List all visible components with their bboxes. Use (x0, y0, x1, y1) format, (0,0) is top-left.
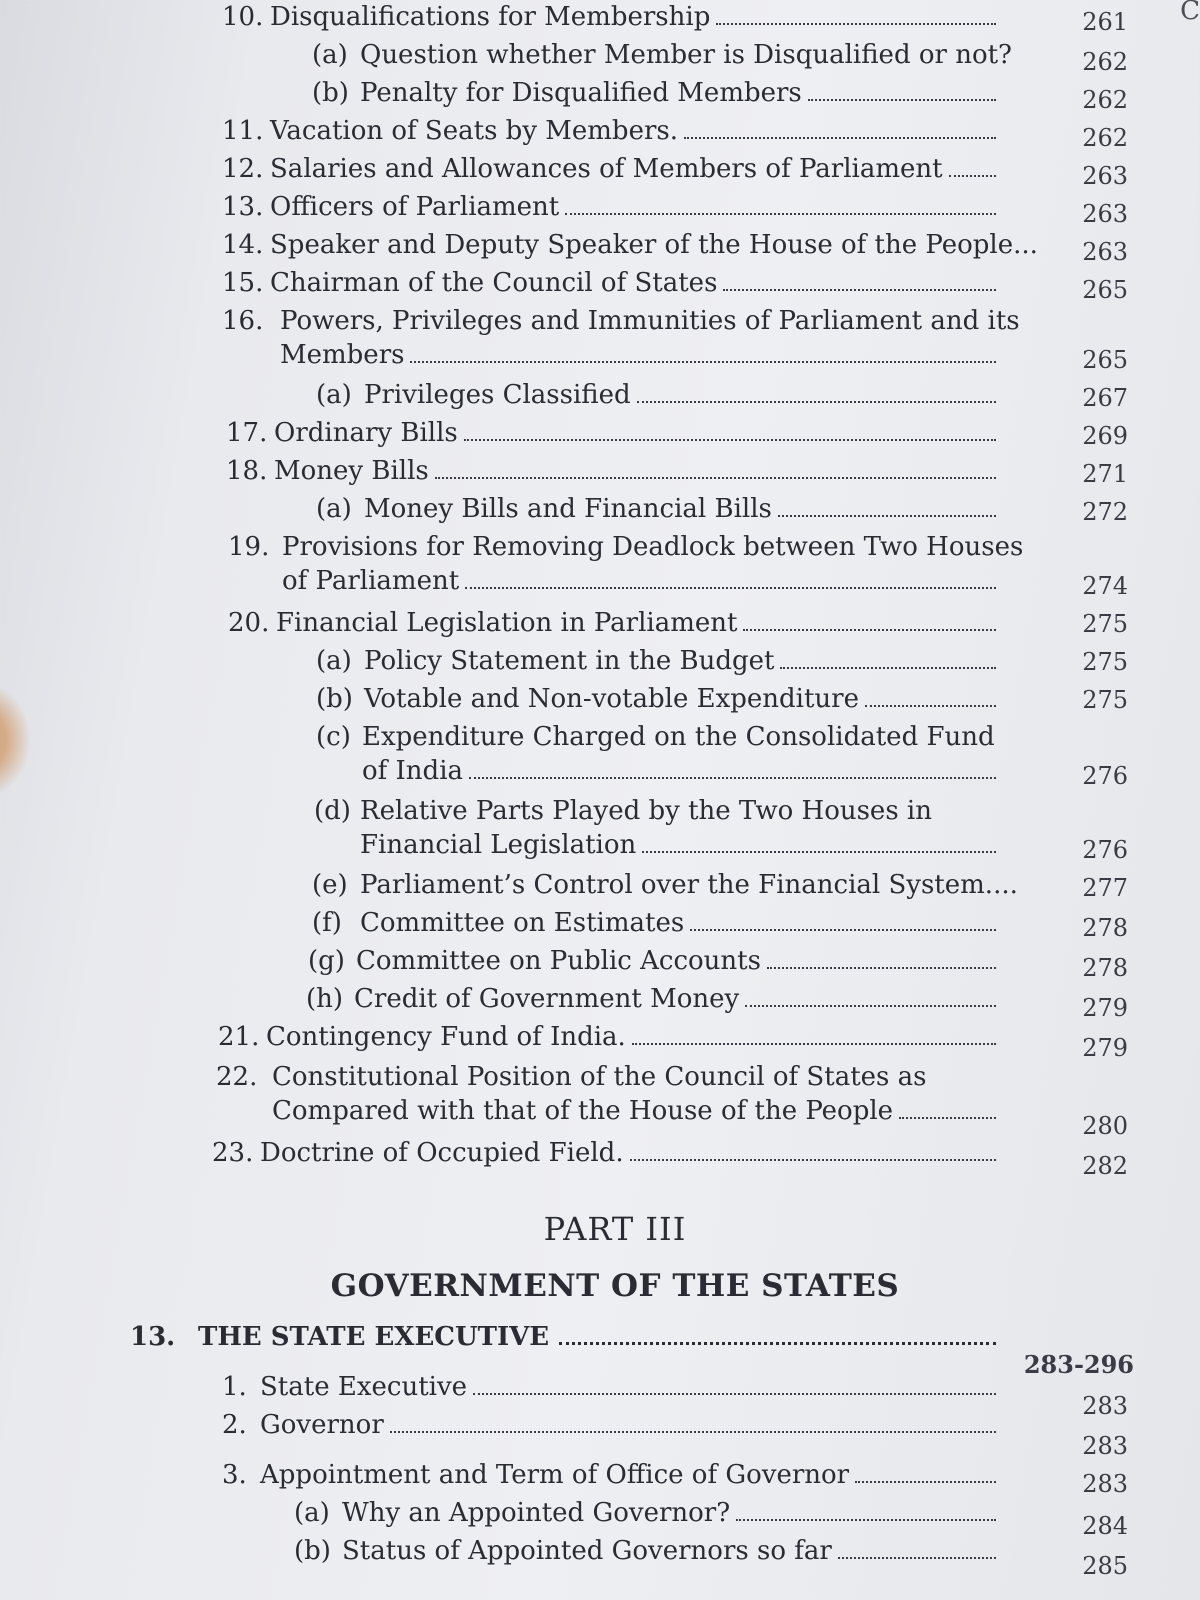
entry-page: 262 (1082, 124, 1128, 152)
toc-entry (222, 114, 1002, 148)
entry-label: Why an Appointed Governor? (342, 1498, 731, 1528)
toc-entry (222, 304, 1020, 372)
leader-dots (855, 1481, 996, 1483)
leader-dots (778, 515, 996, 517)
leader-dots (949, 175, 996, 177)
entry-number: 18. (226, 456, 268, 486)
leader-dots (899, 1117, 996, 1119)
leader-dots (630, 1159, 996, 1161)
entry-label-continued: Members (280, 340, 405, 370)
leader-dots (465, 587, 996, 589)
entry-number: (b) (316, 684, 353, 714)
entry-page: 279 (1082, 1034, 1128, 1062)
entry-label-continued: Financial Legislation (360, 830, 637, 860)
entry-page: 262 (1082, 86, 1128, 114)
toc-entry (218, 1020, 1002, 1054)
entry-number: (c) (316, 722, 351, 752)
entry-label: Constitutional Position of the Council of States as (272, 1062, 927, 1092)
entry-number: 11. (222, 116, 264, 146)
leader-dots (684, 137, 996, 139)
entry-number: 12. (222, 154, 264, 184)
leader-dots (642, 851, 996, 853)
entry-number: (f) (312, 908, 342, 938)
entry-number: 19. (228, 532, 270, 562)
entry-label-continued: of India (362, 756, 464, 786)
part-title: PART III (543, 1210, 687, 1248)
leader-dots (723, 289, 996, 291)
toc-entry (222, 228, 1038, 262)
leader-dots (690, 929, 996, 931)
chapter-entry (130, 1322, 1002, 1352)
entry-number: (b) (294, 1536, 331, 1566)
entry-label: Privileges Classified (364, 380, 631, 410)
entry-label: Question whether Member is Disqualified or not? (360, 40, 1012, 70)
entry-label: Doctrine of Occupied Field. (260, 1138, 624, 1168)
entry-page: 272 (1082, 498, 1128, 526)
entry-label: State Executive (260, 1372, 468, 1402)
toc-entry (212, 1136, 1002, 1170)
toc-entry (222, 152, 1002, 186)
entry-label: Financial Legislation in Parliament (276, 608, 738, 638)
chapter-number: 13. (130, 1322, 176, 1352)
entry-number: (e) (312, 870, 348, 900)
entry-number: 16. (222, 306, 264, 336)
entry-page: 276 (1082, 762, 1128, 790)
leader-dots (390, 1431, 996, 1433)
entry-label: Money Bills (274, 456, 429, 486)
entry-page: 283 (1082, 1470, 1128, 1498)
toc-entry (316, 378, 1002, 412)
entry-number: 13. (222, 192, 264, 222)
entry-label: Votable and Non-votable Expenditure (364, 684, 859, 714)
toc-entry (316, 492, 1002, 526)
leader-dots (435, 477, 996, 479)
entry-label: Powers, Privileges and Immunities of Parliament and its (280, 306, 1020, 336)
entry-page: 267 (1082, 384, 1128, 412)
entry-page: 279 (1082, 994, 1128, 1022)
toc-entry (312, 906, 1002, 940)
entry-page: 271 (1082, 460, 1128, 488)
entry-page: 276 (1082, 836, 1128, 864)
toc-entry (312, 868, 1018, 902)
entry-label: Status of Appointed Governors so far (342, 1536, 832, 1566)
entry-label: Provisions for Removing Deadlock between Two Houses (282, 532, 1024, 562)
entry-number: (a) (294, 1498, 330, 1528)
toc-entry (226, 454, 1002, 488)
corner-text: C (1180, 0, 1200, 26)
entry-page: 265 (1082, 346, 1128, 374)
toc-entry (294, 1534, 1002, 1568)
entry-label: Ordinary Bills (274, 418, 458, 448)
entry-number: (d) (314, 796, 351, 826)
entry-number: 20. (228, 608, 270, 638)
entry-label: Committee on Estimates (360, 908, 685, 938)
leader-dots (808, 99, 996, 101)
entry-number: 1. (222, 1372, 247, 1402)
entry-label: Committee on Public Accounts (356, 946, 761, 976)
entry-label: Vacation of Seats by Members. (270, 116, 679, 146)
leader-dots (473, 1393, 996, 1395)
entry-page: 275 (1082, 648, 1128, 676)
entry-page: 263 (1082, 238, 1128, 266)
toc-entry (222, 1458, 1002, 1492)
toc-entry (306, 982, 1002, 1016)
entry-page: 280 (1082, 1112, 1128, 1140)
entry-number: 17. (226, 418, 268, 448)
leader-dots (865, 705, 996, 707)
toc-entry (222, 0, 1002, 34)
leader-dots (736, 1519, 996, 1521)
chapter-label: THE STATE EXECUTIVE (198, 1322, 550, 1352)
entry-label: Governor (260, 1410, 384, 1440)
entry-page: 275 (1082, 686, 1128, 714)
entry-label: Money Bills and Financial Bills (364, 494, 772, 524)
leader-dots (780, 667, 996, 669)
entry-label: Relative Parts Played by the Two Houses in (360, 796, 932, 826)
thumb (0, 680, 30, 800)
entry-number: (a) (316, 380, 352, 410)
entry-label: Officers of Parliament (270, 192, 560, 222)
entry-page: 285 (1082, 1552, 1128, 1580)
entry-page: 283 (1082, 1392, 1128, 1420)
part-name: GOVERNMENT OF THE STATES (330, 1268, 900, 1304)
toc-entry (222, 1408, 1002, 1442)
leader-dots (410, 361, 996, 363)
entry-label: Disqualifications for Membership (270, 2, 711, 32)
toc-entry (226, 416, 1002, 450)
entry-number: (a) (312, 40, 348, 70)
toc-entry (228, 530, 1024, 598)
entry-number: 10. (222, 2, 264, 32)
entry-label: Credit of Government Money (354, 984, 740, 1014)
leader-dots (637, 401, 996, 403)
entry-number: 3. (222, 1460, 247, 1490)
entry-label: Contingency Fund of India. (266, 1022, 626, 1052)
toc-entry (312, 38, 1012, 72)
entry-number: 23. (212, 1138, 254, 1168)
entry-number: 15. (222, 268, 264, 298)
entry-number: (h) (306, 984, 344, 1014)
toc-entry (222, 266, 1002, 300)
entry-label: Parliament’s Control over the Financial System.... (360, 870, 1018, 900)
entry-number: 14. (222, 230, 264, 260)
entry-number: 2. (222, 1410, 247, 1440)
toc-entry (312, 76, 1002, 110)
leader-dots (469, 777, 996, 779)
entry-page: 284 (1082, 1512, 1128, 1540)
leader-dots (565, 213, 996, 215)
entry-page: 269 (1082, 422, 1128, 450)
entry-page: 262 (1082, 48, 1128, 76)
entry-label: Appointment and Term of Office of Governor (260, 1460, 850, 1490)
entry-label: Penalty for Disqualified Members (360, 78, 802, 108)
leader-dots (464, 439, 996, 441)
toc-entry (316, 644, 1002, 678)
entry-page: 278 (1082, 954, 1128, 982)
entry-label-continued: Compared with that of the House of the People (272, 1096, 894, 1126)
leader-dots (767, 967, 996, 969)
leader-dots (559, 1342, 996, 1345)
entry-page: 282 (1082, 1152, 1128, 1180)
entry-label-continued: of Parliament (282, 566, 460, 596)
toc-entry (222, 1370, 1002, 1404)
toc-entry (308, 944, 1002, 978)
toc-entry (316, 682, 1002, 716)
entry-number: (g) (308, 946, 345, 976)
entry-page: 263 (1082, 162, 1128, 190)
entry-page: 274 (1082, 572, 1128, 600)
entry-page: 277 (1082, 874, 1128, 902)
entry-label: Chairman of the Council of States (270, 268, 718, 298)
entry-page: 283 (1082, 1432, 1128, 1460)
entry-page: 278 (1082, 914, 1128, 942)
entry-number: (a) (316, 646, 352, 676)
entry-page: 263 (1082, 200, 1128, 228)
toc-entry (216, 1060, 1016, 1128)
entry-number: (b) (312, 78, 349, 108)
leader-dots (745, 1005, 996, 1007)
entry-number: 21. (218, 1022, 260, 1052)
toc-entry (314, 794, 1014, 862)
leader-dots (632, 1043, 996, 1045)
entry-number: 22. (216, 1062, 258, 1092)
entry-page: 275 (1082, 610, 1128, 638)
leader-dots (716, 23, 996, 25)
toc-entry (222, 190, 1002, 224)
entry-number: (a) (316, 494, 352, 524)
toc-entry (294, 1496, 1002, 1530)
toc-entry (228, 606, 1002, 640)
entry-page: 261 (1082, 8, 1128, 36)
entry-page: 265 (1082, 276, 1128, 304)
leader-dots (838, 1557, 996, 1559)
entry-label: Policy Statement in the Budget (364, 646, 775, 676)
entry-label: Speaker and Deputy Speaker of the House of the People... (270, 230, 1038, 260)
toc-entry (316, 720, 1016, 788)
entry-label: Expenditure Charged on the Consolidated Fund (362, 722, 995, 752)
leader-dots (743, 629, 996, 631)
chapter-page-range: 283-296 (1023, 1350, 1134, 1379)
entry-label: Salaries and Allowances of Members of Parliament (270, 154, 943, 184)
